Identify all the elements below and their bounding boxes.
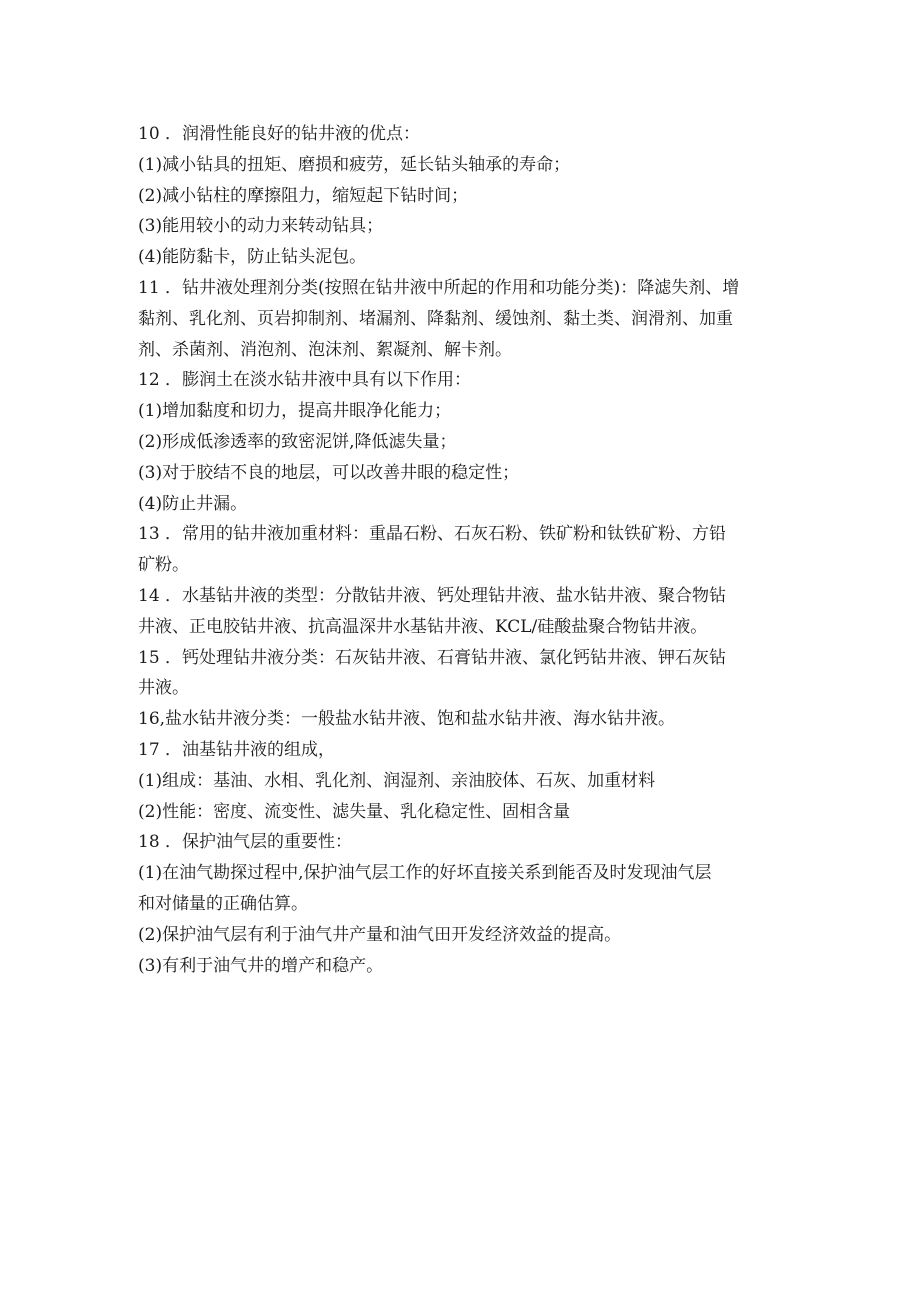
text-line: (1)减小钻具的扭矩、磨损和疲劳，延长钻头轴承的寿命； [138,154,571,175]
text-line: 16,盐水钻井液分类：一般盐水钻井液、饱和盐水钻井液、海水钻井液。 [138,709,676,730]
text-line: (3)对于胶结不良的地层，可以改善井眼的稳定性； [138,462,520,483]
text-line: (1)组成：基油、水相、乳化剂、润湿剂、亲油胶体、石灰、加重材料 [138,770,656,791]
text-line: 剂、杀菌剂、消泡剂、泡沫剂、絮凝剂、解卡剂。 [138,339,512,360]
text-line: 13 ．常用的钻井液加重材料：重晶石粉、石灰石粉、铁矿粉和钛铁矿粉、方铅 [138,524,727,545]
text-line: 10 ．润滑性能良好的钻井液的优点： [138,124,421,144]
text-line: (3)有利于油气井的增产和稳产。 [138,955,384,976]
text-line: 11 ．钻井液处理剂分类(按照在钻井液中所起的作用和功能分类)：降滤失剂、增 [138,277,740,298]
text-line: (2)减小钻柱的摩擦阻力，缩短起下钻时间； [138,185,469,206]
text-line: (2)形成低渗透率的致密泥饼,降低滤失量； [138,431,457,452]
text-line: (2)性能：密度、流变性、滤失量、乳化稳定性、固相含量 [138,801,571,822]
text-line: 井液、正电胶钻井液、抗高温深井水基钻井液、KCL/硅酸盐聚合物钻井液。 [138,616,708,637]
document-body [138,119,788,981]
text-line: (1)增加黏度和切力，提高井眼净化能力； [138,401,452,422]
text-line: 和对储量的正确估算。 [138,893,308,914]
text-line: 井液。 [138,678,189,699]
text-line: 矿粉。 [138,555,189,576]
text-line: 15 ．钙处理钻井液分类：石灰钻井液、石膏钻井液、氯化钙钻井液、钾石灰钻 [138,647,727,668]
text-line: 14 ．水基钻井液的类型：分散钻井液、钙处理钻井液、盐水钻井液、聚合物钻 [138,585,727,606]
text-line: (4)防止井漏。 [138,493,248,514]
text-line: (2)保护油气层有利于油气井产量和油气田开发经济效益的提高。 [138,924,622,945]
text-line: 黏剂、乳化剂、页岩抑制剂、堵漏剂、降黏剂、缓蚀剂、黏土类、润滑剂、加重 [138,308,733,329]
text-line: 12 ．膨润土在淡水钻井液中具有以下作用： [138,370,472,391]
text-line: (4)能防黏卡，防止钻头泥包。 [138,247,367,268]
text-line: (3)能用较小的动力来转动钻具； [138,216,384,237]
text-line: 18 ．保护油气层的重要性： [138,832,353,853]
text-line: (1)在油气勘探过程中,保护油气层工作的好坏直接关系到能否及时发现油气层 [138,863,712,884]
text-line: 17 ．油基钻井液的组成， [138,739,336,760]
